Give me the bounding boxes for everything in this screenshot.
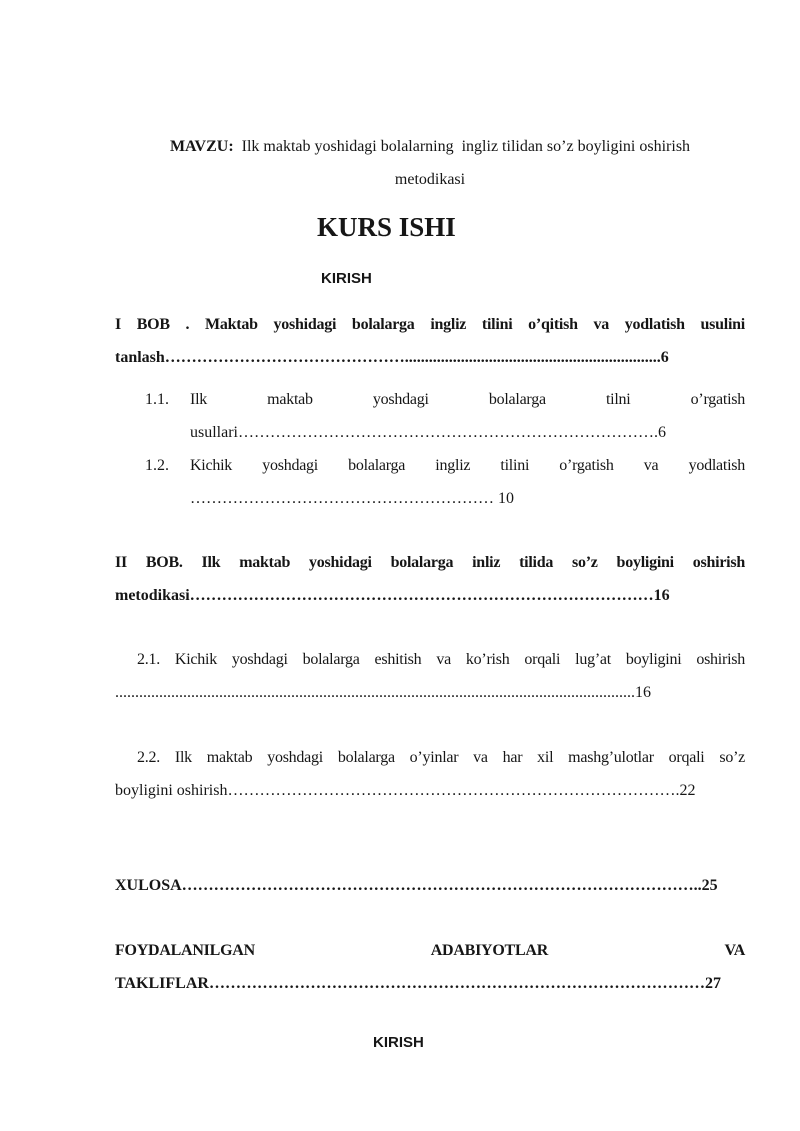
toc-item-2-2-title: 2.2. Ilk maktab yoshdagi bolalarga o’yinlar va har xil mashg’ulotlar orqali so’z [137, 749, 745, 766]
toc-references-leader: TAKLIFLAR…………………………………………………………………………………27 [115, 975, 721, 992]
toc-item-1-1-row [115, 383, 745, 416]
toc-xulosa-line: XULOSA……………………………………………………………………………………..25 [115, 877, 718, 894]
toc-item-1-2 [115, 449, 745, 515]
toc-item-1-1-leader: usullari…………………………………………………………………….6 [190, 424, 666, 441]
toc-references [115, 934, 745, 1000]
toc-item-1-1-number: 1.1. [145, 391, 169, 408]
toc-references-title: FOYDALANILGAN ADABIYOTLAR VA [115, 942, 745, 959]
title-text: Ilk maktab yoshidagi bolalarning ingliz tilidan so’z boyligini oshirish [233, 138, 691, 155]
toc-item-1-1-title: Ilk maktab yoshdagi bolalarga tilni o’rgatish [190, 391, 745, 408]
footer-kirish-heading: KIRISH [373, 1034, 424, 1051]
toc-chapter1-leader: tanlash………………………………………................................................................6 [115, 349, 669, 366]
toc-chapter2-title: II BOB. Ilk maktab yoshidagi bolalarga inliz tilida so’z boyligini oshirish [115, 554, 745, 571]
toc-item-2-1 [115, 643, 745, 709]
document-title-line1 [115, 130, 745, 163]
toc-item-1-1 [115, 383, 745, 449]
toc-item-1-2-title: Kichik yoshdagi bolalarga ingliz tilini o’rgatish va yodlatish [190, 457, 745, 474]
toc-item-2-2 [115, 741, 745, 807]
toc-chapter1-title: I BOB . Maktab yoshidagi bolalarga ingliz tilini o’qitish va yodlatish usulini [115, 316, 745, 333]
toc-chapter2-leader: metodikasi……………………………………………………………………………16 [115, 587, 670, 604]
document-title-line2: metodikasi [394, 171, 466, 188]
title-label: MAVZU: [169, 138, 234, 155]
toc-item-2-2-leader: boyligini oshirish………………………………………………………………………….22 [115, 782, 696, 799]
toc-chapter-2 [115, 546, 745, 612]
toc-chapter-1 [115, 308, 745, 374]
toc-item-2-1-leader: ..................................................................................................................................16 [115, 684, 651, 701]
toc-item-2-1-title: 2.1. Kichik yoshdagi bolalarga eshitish va ko’rish orqali lug’at boyligini oshirish [137, 651, 745, 668]
toc-item-1-2-number: 1.2. [145, 457, 169, 474]
toc-item-1-2-leader: ………………………………………………… 10 [190, 490, 514, 507]
course-heading: KURS ISHI [317, 212, 456, 242]
toc-item-1-2-row [115, 449, 745, 482]
intro-heading: KIRISH [321, 270, 372, 287]
